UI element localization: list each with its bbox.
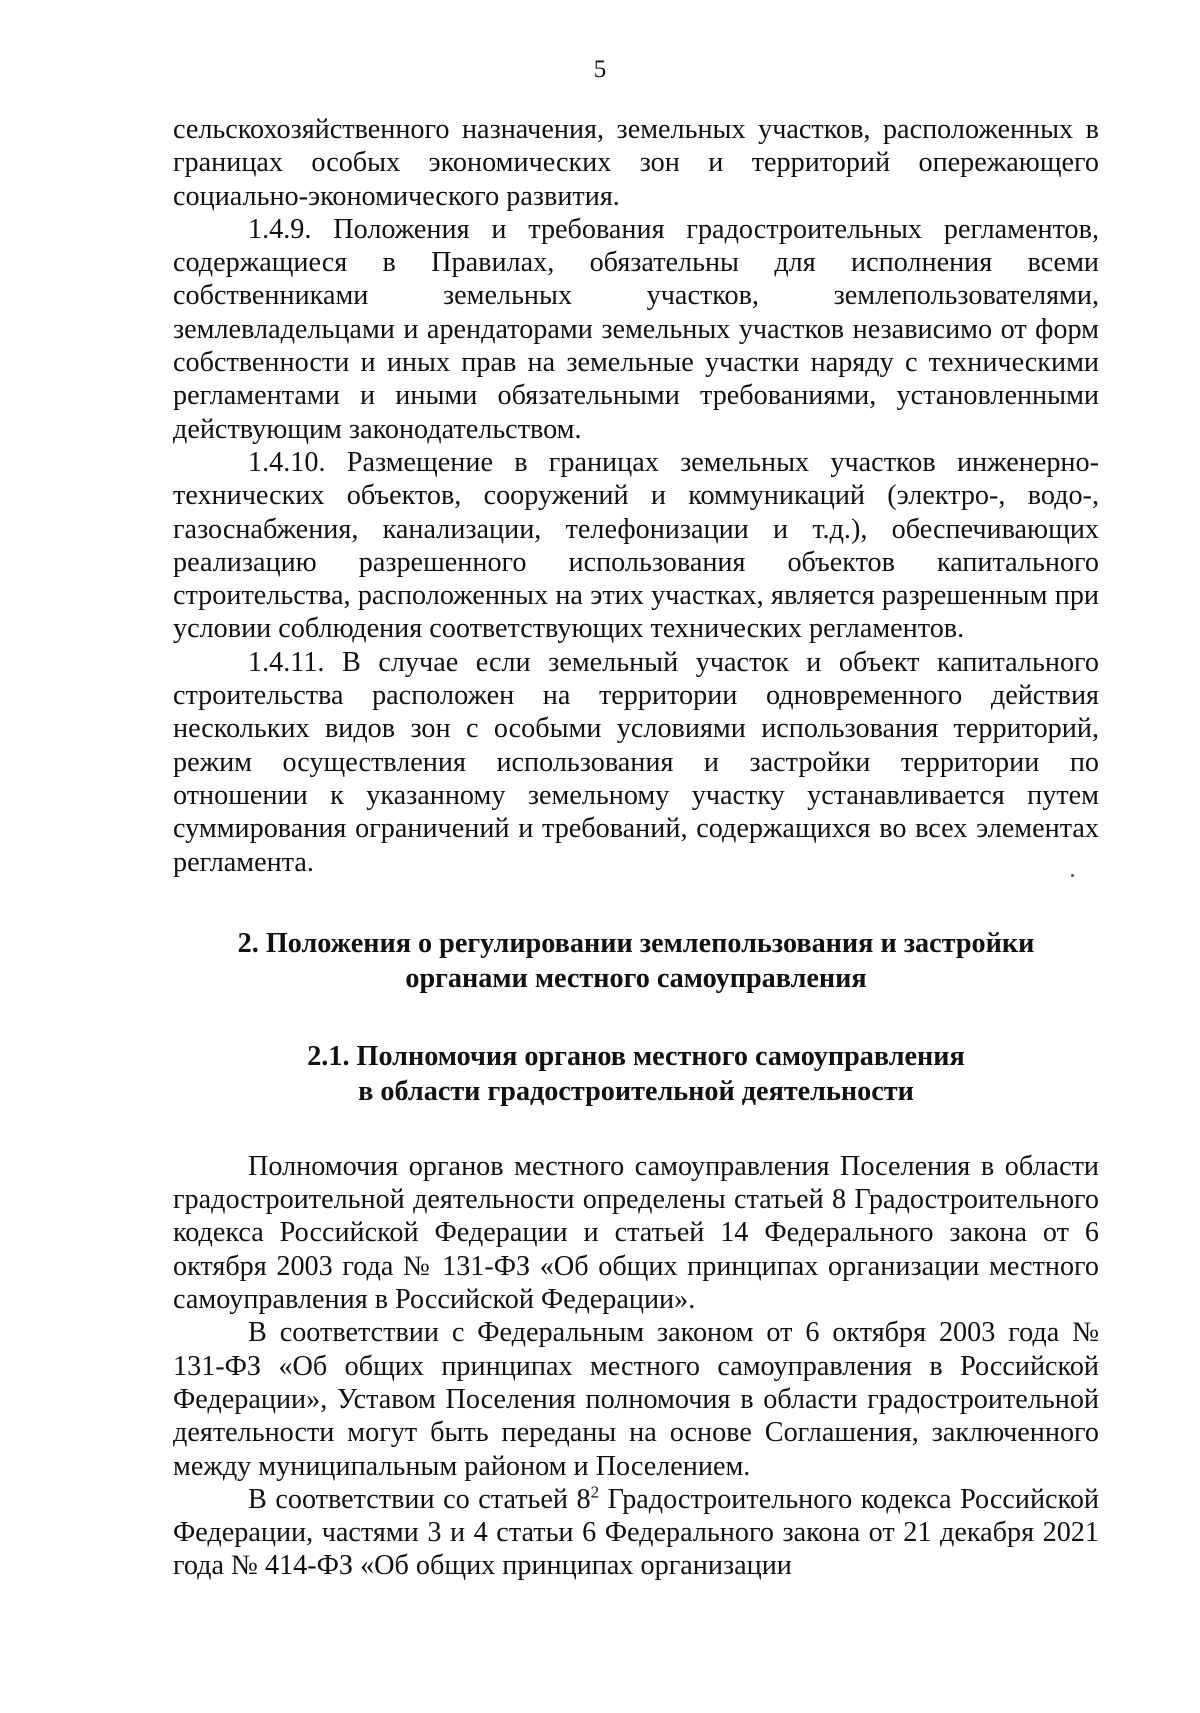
subsection-heading-line-2: в области градостроительной деятельности bbox=[358, 1075, 914, 1107]
paragraph-article-8-2-start: В соответствии со статьей 8 bbox=[248, 1483, 591, 1515]
subsection-heading bbox=[173, 1039, 1099, 1109]
paragraph-1-4-9: 1.4.9. Положения и требования градостроительных регламентов, содержащиеся в Правилах, обязательны для исполнения всеми собственниками земельных участков, землепользователями, землевладельцами и арендаторами земельных участков независимо от форм собственности и иных прав на земельные участки наряду с техническими регламентами и иными обязательными требованиями, установленными действующим законодательством. bbox=[173, 213, 1099, 445]
paragraph-article-8-2 bbox=[173, 1483, 1099, 1583]
section-heading-line-2: органами местного самоуправления bbox=[405, 962, 867, 994]
superscript: 2 bbox=[590, 1482, 600, 1502]
paragraph-article-8-2-rest: Градостроительного кодекса Российской Федерации, частями 3 и 4 статьи 6 Федерального закона от 21 декабря 2021 года № 414-ФЗ «Об общих принципах организации bbox=[173, 1483, 1099, 1582]
page-content bbox=[173, 113, 1099, 1583]
paragraph-1-4-10: 1.4.10. Размещение в границах земельных участков инженерно-технических объектов, сооружений и коммуникаций (электро-, водо-, газоснабжения, канализации, телефонизации и т.д.), обеспечивающих реализацию разрешенного использования объектов капитального строительства, расположенных на этих участках, является разрешенным при условии соблюдения соответствующих технических регламентов. bbox=[173, 446, 1099, 645]
paragraph-1-4-11: 1.4.11. В случае если земельный участок и объект капитального строительства расположен на территории одновременного действия нескольких видов зон с особыми условиями использования территорий, режим осуществления использования и застройки территории по отношении к указанному земельному участку устанавливается путем суммирования ограничений и требований, содержащихся во всех элементах регламента. bbox=[173, 646, 1099, 878]
section-heading bbox=[173, 926, 1099, 996]
paragraph-continuation: сельскохозяйственного назначения, земельных участков, расположенных в границах особых экономических зон и территорий опережающего социально-экономического развития. bbox=[173, 114, 1099, 212]
paragraph-authority: Полномочия органов местного самоуправления Поселения в области градостроительной деятельности определены статьей 8 Градостроительного кодекса Российской Федерации и статьей 14 Федерального закона от 6 октября 2003 года № 131-ФЗ «Об общих принципах организации местного самоуправления в Российской Федерации». bbox=[173, 1150, 1099, 1316]
page-number: 5 bbox=[593, 56, 607, 83]
paragraph-transfer: В соответствии с Федеральным законом от 6 октября 2003 года № 131-ФЗ «Об общих принципах местного самоуправления в Российской Федерации», Уставом Поселения полномочия в области градостроительной деятельности могут быть переданы на основе Соглашения, заключенного между муниципальным районом и Поселением. bbox=[173, 1317, 1099, 1482]
section-heading-line-1: 2. Положения о регулировании землепользования и застройки bbox=[237, 927, 1035, 959]
scan-speck bbox=[1071, 874, 1074, 877]
subsection-heading-line-1: 2.1. Полномочия органов местного самоуправления bbox=[307, 1040, 965, 1072]
